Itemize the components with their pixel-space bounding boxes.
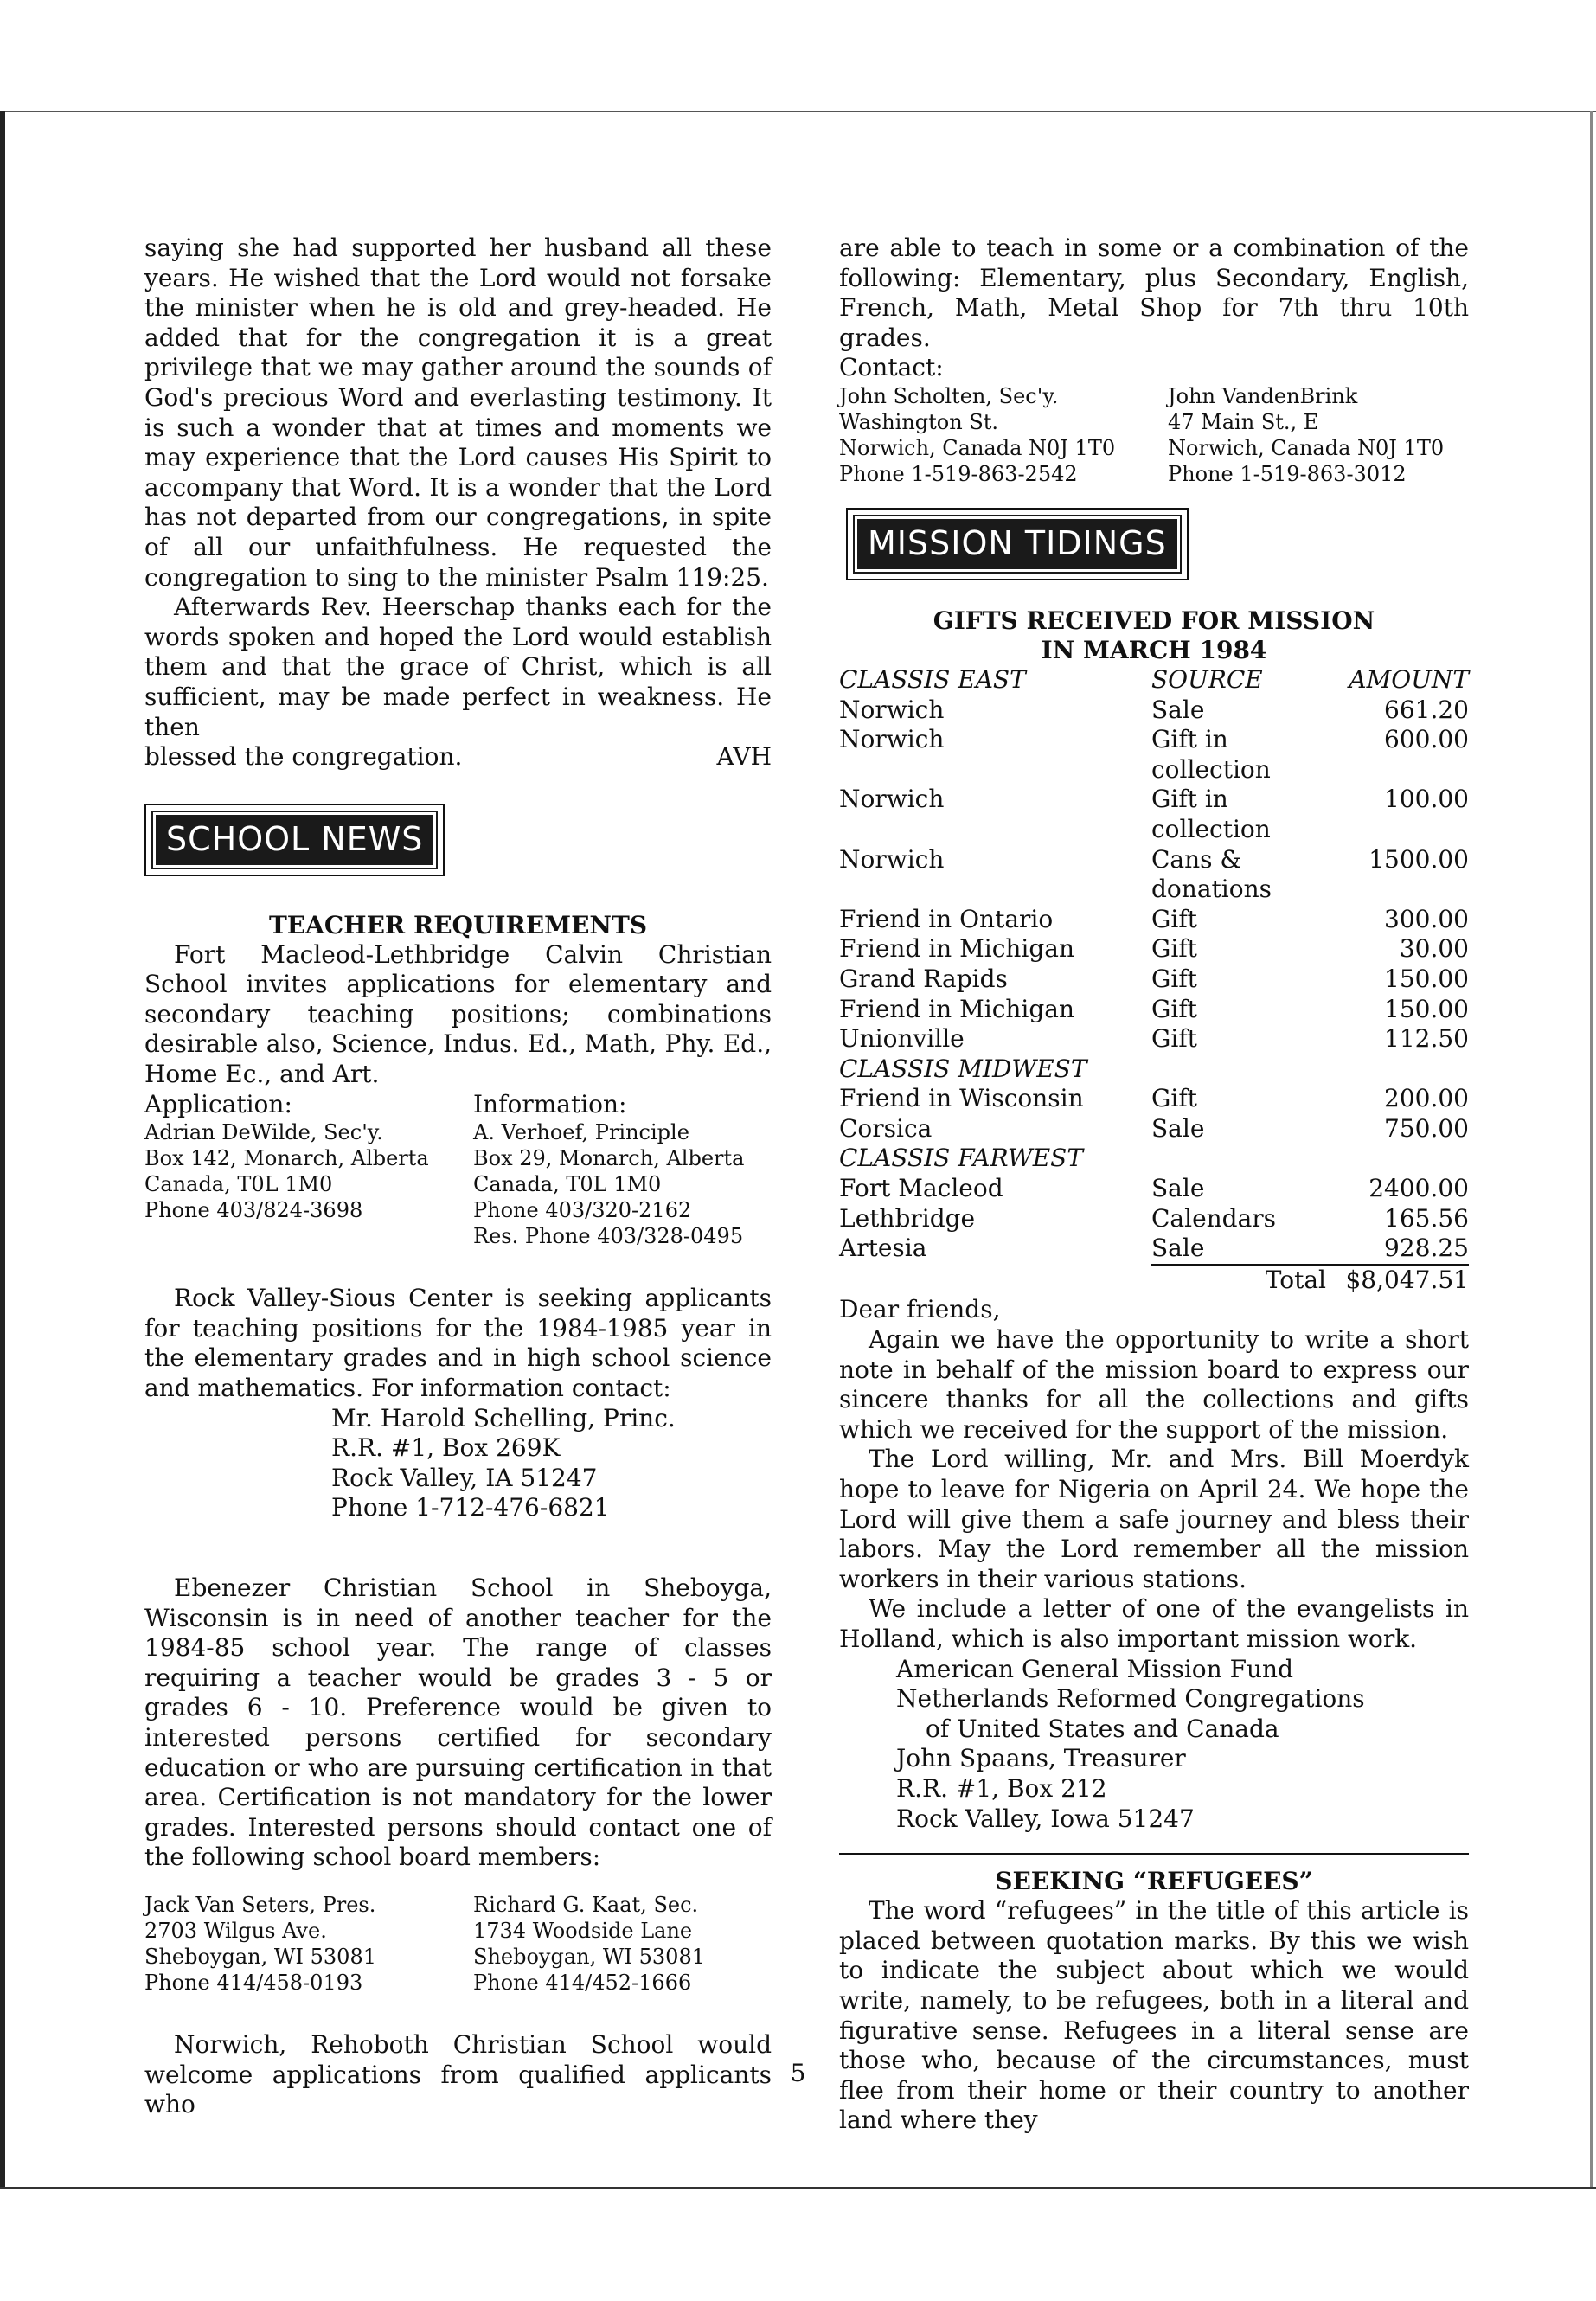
- letter-paragraph-1: Again we have the opportunity to write a short note in behalf of the mission board to express our sincere thanks for all the collections and gifts which we received for the support of the mission.: [839, 1325, 1469, 1444]
- gift-source: Gift: [1151, 934, 1197, 964]
- gift-from: Unionville: [839, 1024, 965, 1054]
- table-row: [839, 1084, 1469, 1114]
- table-row: [839, 785, 1469, 844]
- classis-label: CLASSIS FARWEST: [839, 1144, 1084, 1173]
- board-right-line: Sheboygan, WI 53081: [473, 1944, 705, 1969]
- refugees-paragraph: The word “refugees” in the title of this article is placed between quotation marks. By this we wish to indicate the subject about which we would write, namely, to be refugees, both in a literal and figurative sense. Refugees in a literal sense are those who, because of the circumstances, must flee from their home or their country to another land where they: [839, 1896, 1469, 2135]
- application-line: Canada, T0L 1M0: [144, 1172, 333, 1197]
- classis-label: CLASSIS EAST: [839, 664, 1026, 694]
- contact-left-line: Phone 1-519-863-2542: [839, 461, 1078, 486]
- rock-valley-contact-line: Phone 1-712-476-6821: [331, 1493, 610, 1522]
- gift-from: Corsica: [839, 1113, 933, 1143]
- classis-label: CLASSIS MIDWEST: [839, 1054, 1087, 1083]
- contact-left-line: Washington St.: [839, 409, 999, 434]
- gift-from: Norwich: [839, 785, 945, 814]
- norwich-paragraph: Norwich, Rehoboth Christian School would welcome applications from qualified applicants who: [144, 2029, 772, 2119]
- information-contact: [473, 1090, 772, 1250]
- page-edge-top: [0, 111, 1596, 112]
- board-right-line: 1734 Woodside Lane: [473, 1918, 693, 1943]
- afterwards-last-line: blessed the congregation.: [144, 742, 463, 772]
- information-line: Res. Phone 403/328-0495: [473, 1224, 744, 1249]
- total-row: [839, 1265, 1469, 1296]
- gift-amount: 150.00: [1384, 964, 1469, 993]
- table-row: [839, 1024, 1469, 1054]
- classis-row: [839, 1144, 1469, 1174]
- gift-amount: 165.56: [1384, 1203, 1469, 1233]
- table-row: [839, 1204, 1469, 1234]
- gift-from: Artesia: [839, 1234, 927, 1263]
- norwich-contacts: [839, 383, 1469, 487]
- intro-paragraph: saying she had supported her husband all these years. He wished that the Lord would not forsake the minister when he is old and grey-headed. He added that for the congregation it is a great privilege that we may gather around the sounds of God's precious Word and everlasting testimony. It is such a wonder that at times and moments we may experience that the Lord causes His Spirit to accompany that Word. It is a wonder that the Lord has not departed from our congregations, in spite of all our unfaithfulness. He requested the congregation to sing to the minister Psalm 119:25.: [144, 234, 772, 592]
- ebenezer-paragraph: Ebenezer Christian School in Sheboyga, Wisconsin is in need of another teacher for the 1984-85 school year. The range of classes requiring a teacher would be grades 3 - 5 or grades 6 - 10. Preference would be given to interested persons certified for secondary education or who are pursuing certification in that area. Certification is not mandatory for the lower grades. Interested persons should contact one of the following school board members:: [144, 1574, 772, 1872]
- signature-line: R.R. #1, Box 212: [896, 1773, 1107, 1803]
- contact-right-line: Norwich, Canada N0J 1T0: [1168, 435, 1445, 460]
- section-divider: [839, 1853, 1469, 1855]
- board-member-right: [473, 1892, 772, 1996]
- school-news-banner-text: SCHOOL NEWS: [153, 812, 436, 868]
- mission-tidings-banner-text: MISSION TIDINGS: [855, 516, 1180, 572]
- table-row: [839, 905, 1469, 935]
- gift-source: Sale: [1151, 695, 1205, 724]
- gift-from: Friend in Michigan: [839, 934, 1075, 964]
- continuation-paragraph: are able to teach in some or a combination of the following: Elementary, plus Secondary, English, French, Math, Metal Shop for 7th thru 10th grades.: [839, 234, 1469, 352]
- gift-amount: 661.20: [1384, 695, 1469, 724]
- salutation: Dear friends,: [839, 1295, 1001, 1324]
- application-information-block: [144, 1090, 772, 1250]
- contact-right-line: John VandenBrink: [1168, 383, 1358, 408]
- gift-source: Cans & donations: [1151, 844, 1272, 904]
- contact-right-line: Phone 1-519-863-3012: [1168, 461, 1407, 486]
- gift-amount: 2400.00: [1368, 1174, 1469, 1203]
- information-label: Information:: [473, 1089, 627, 1118]
- signature-line: Rock Valley, Iowa 51247: [896, 1804, 1195, 1833]
- table-row: [839, 695, 1469, 726]
- gifts-header-row: [839, 665, 1469, 695]
- board-right-line: Phone 414/452-1666: [473, 1970, 692, 1995]
- table-row: [839, 1114, 1469, 1144]
- signature-line: of United States and Canada: [926, 1714, 1279, 1743]
- classis-row: [839, 1054, 1469, 1085]
- table-row: [839, 845, 1469, 905]
- contact-left-line: John Scholten, Sec'y.: [839, 383, 1059, 408]
- contact-right-line: 47 Main St., E: [1168, 409, 1319, 434]
- contact-left-line: Norwich, Canada N0J 1T0: [839, 435, 1116, 460]
- table-row: [839, 1234, 1469, 1265]
- gift-amount: 600.00: [1384, 725, 1469, 754]
- gifts-heading-line1: GIFTS RECEIVED FOR MISSION: [933, 606, 1375, 635]
- gift-from: Friend in Michigan: [839, 994, 1075, 1023]
- rock-valley-contact-line: R.R. #1, Box 269K: [331, 1433, 561, 1463]
- gift-amount: 928.25: [1342, 1234, 1469, 1265]
- gift-from: Lethbridge: [839, 1203, 976, 1233]
- signature-line: American General Mission Fund: [896, 1654, 1293, 1683]
- application-label: Application:: [144, 1089, 292, 1118]
- page-edge-bottom: [0, 2187, 1596, 2189]
- author-signoff: AVH: [716, 742, 772, 772]
- gift-amount: 30.00: [1399, 934, 1469, 964]
- table-row: [839, 725, 1469, 785]
- contact-right: [1168, 383, 1469, 487]
- board-left-line: Sheboygan, WI 53081: [144, 1944, 376, 1969]
- gift-from: Fort Macleod: [839, 1174, 1003, 1203]
- gift-from: Norwich: [839, 725, 945, 754]
- gift-source: Gift in collection: [1151, 785, 1271, 843]
- board-member-left: [144, 1892, 473, 1996]
- right-column: [839, 234, 1469, 2136]
- signature-line: John Spaans, Treasurer: [896, 1744, 1186, 1773]
- letter-paragraph-3: We include a letter of one of the evangelists in Holland, which is also important mission work.: [839, 1594, 1469, 1653]
- teacher-requirements-heading: TEACHER REQUIREMENTS: [268, 910, 648, 939]
- gift-amount: 750.00: [1384, 1113, 1469, 1143]
- amount-column-header: AMOUNT: [1349, 664, 1469, 694]
- refugees-heading: SEEKING “REFUGEES”: [995, 1867, 1313, 1896]
- total-amount: $8,047.51: [1345, 1265, 1469, 1294]
- gift-from: Grand Rapids: [839, 964, 1008, 993]
- gifts-table: [839, 665, 1469, 1295]
- signature-line: Netherlands Reformed Congregations: [896, 1684, 1365, 1714]
- gift-amount: 150.00: [1384, 994, 1469, 1023]
- gift-source: Sale: [1151, 1234, 1342, 1265]
- board-members-block: [144, 1892, 772, 1996]
- gift-amount: 100.00: [1384, 785, 1469, 814]
- page-number: 5: [790, 2059, 806, 2087]
- contact-left: [839, 383, 1168, 487]
- contact-label: Contact:: [839, 353, 944, 382]
- board-right-line: Richard G. Kaat, Sec.: [473, 1892, 699, 1917]
- table-row: [839, 1174, 1469, 1204]
- gift-amount: 112.50: [1384, 1024, 1469, 1054]
- information-line: Box 29, Monarch, Alberta: [473, 1146, 745, 1171]
- rock-valley-paragraph: Rock Valley-Sious Center is seeking applicants for teaching positions for the 1984-1985 year in the elementary grades and in high school science and mathematics. For information contact:: [144, 1284, 772, 1403]
- application-line: Box 142, Monarch, Alberta: [144, 1146, 429, 1171]
- information-line: Canada, T0L 1M0: [473, 1172, 662, 1197]
- application-line: Phone 403/824-3698: [144, 1198, 363, 1223]
- gift-source: Gift: [1151, 904, 1197, 933]
- rock-valley-contact: [144, 1404, 772, 1523]
- gift-source: Gift: [1151, 994, 1197, 1023]
- gift-source: Gift: [1151, 1024, 1197, 1054]
- gift-source: Calendars: [1151, 1203, 1277, 1233]
- table-row: [839, 965, 1469, 995]
- board-left-line: Phone 414/458-0193: [144, 1970, 363, 1995]
- gift-source: Gift: [1151, 964, 1197, 993]
- board-left-line: 2703 Wilgus Ave.: [144, 1918, 327, 1943]
- total-label: Total: [1265, 1265, 1326, 1294]
- table-row: [839, 995, 1469, 1025]
- afterwards-closing-line: [144, 742, 772, 772]
- board-left-line: Jack Van Seters, Pres.: [144, 1892, 376, 1917]
- page-edge-left: [0, 111, 5, 2187]
- mission-tidings-banner: [846, 508, 1189, 580]
- gift-from: Friend in Ontario: [839, 904, 1054, 933]
- application-line: Adrian DeWilde, Sec'y.: [144, 1120, 383, 1145]
- gift-source: Sale: [1151, 1174, 1205, 1203]
- gift-amount: 300.00: [1384, 904, 1469, 933]
- gift-from: Friend in Wisconsin: [839, 1084, 1084, 1113]
- gift-source: Gift in collection: [1151, 725, 1271, 784]
- afterwards-paragraph: Afterwards Rev. Heerschap thanks each for the words spoken and hoped the Lord would establish them and that the grace of Christ, which is all sufficient, may be made perfect in weakness. He then: [144, 593, 772, 741]
- letter-paragraph-2: The Lord willing, Mr. and Mrs. Bill Moerdyk hope to leave for Nigeria on April 24. We hope the Lord will give them a safe journey and bless their labors. May the Lord remember all the mission workers in their various stations.: [839, 1445, 1469, 1593]
- page-edge-right: [1590, 111, 1593, 2187]
- table-row: [839, 934, 1469, 965]
- gift-from: Norwich: [839, 844, 945, 874]
- rock-valley-contact-line: Rock Valley, IA 51247: [331, 1463, 598, 1492]
- gifts-heading-line2: IN MARCH 1984: [1041, 635, 1267, 664]
- source-column-header: SOURCE: [1151, 664, 1263, 694]
- information-line: Phone 403/320-2162: [473, 1198, 692, 1223]
- gift-from: Norwich: [839, 695, 945, 724]
- left-column: [144, 234, 772, 2120]
- gift-amount: 200.00: [1384, 1084, 1469, 1113]
- application-contact: [144, 1090, 473, 1250]
- gift-amount: 1500.00: [1368, 844, 1469, 874]
- gift-source: Gift: [1151, 1084, 1197, 1113]
- gift-source: Sale: [1151, 1113, 1205, 1143]
- information-line: A. Verhoef, Principle: [473, 1120, 689, 1145]
- teacher-paragraph: Fort Macleod-Lethbridge Calvin Christian School invites applications for elementary and secondary teaching positions; combinations desirable also, Science, Indus. Ed., Math, Phy. Ed., Home Ec., and Art.: [144, 939, 772, 1089]
- mission-fund-signature: [839, 1655, 1469, 1835]
- school-news-banner: [144, 804, 445, 876]
- rock-valley-contact-line: Mr. Harold Schelling, Princ.: [331, 1403, 676, 1433]
